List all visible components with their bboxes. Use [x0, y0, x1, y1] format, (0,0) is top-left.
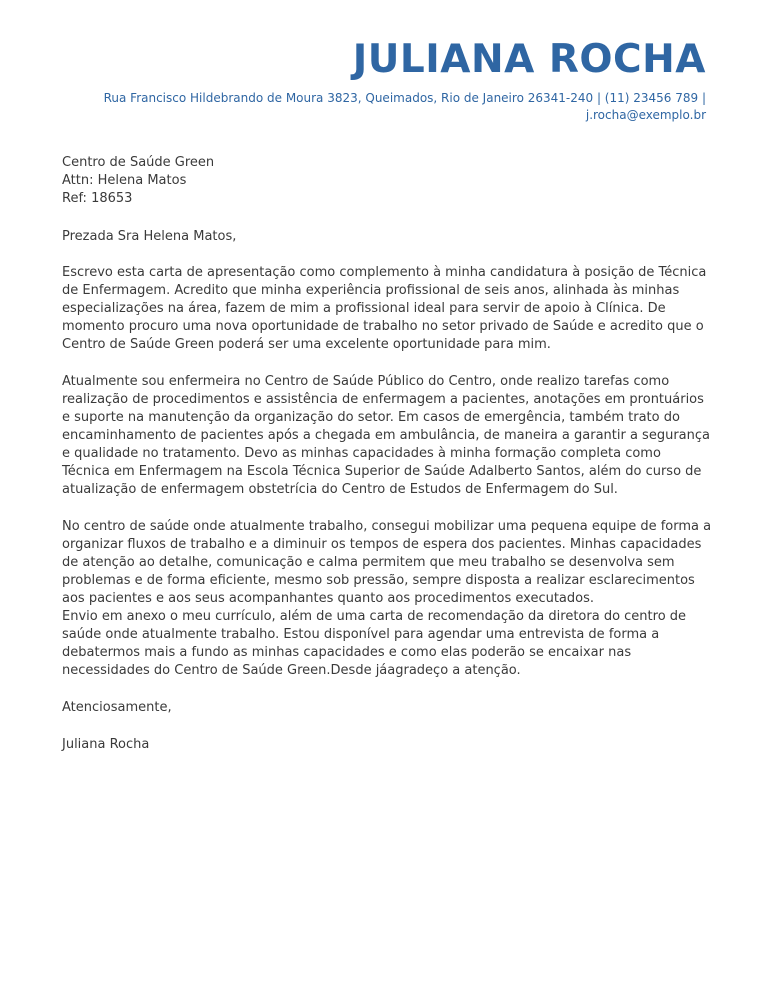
contact-email: j.rocha@exemplo.br — [585, 108, 706, 122]
letter-header — [104, 36, 706, 124]
recipient-attn: Attn: Helena Matos — [62, 173, 187, 188]
contact-address-phone: Rua Francisco Hildebrando de Moura 3823, Queimados, Rio de Janeiro 26341-240 | (11) 23456 789 | — [103, 91, 706, 105]
closing-phrase: Atenciosamente, — [62, 700, 172, 715]
paragraph-closing: Envio em anexo o meu currículo, além de uma carta de recomendação da diretora do centro de saúde onde atualmente trabalho. Estou disponível para agendar uma entrevista de forma a debatermos mais a fundo as minhas capacidades e como elas poderão se encaixar nas necessidades do Centro de Saúde Green.Desde jáagradeço a atenção. — [62, 609, 687, 678]
recipient-ref: Ref: 18653 — [62, 191, 133, 206]
recipient-block — [62, 154, 712, 208]
recipient-company: Centro de Saúde Green — [62, 155, 215, 170]
salutation: Prezada Sra Helena Matos, — [62, 229, 237, 244]
signature-name: Juliana Rocha — [62, 737, 150, 752]
applicant-name: JULIANA ROCHA — [352, 37, 706, 82]
paragraph-skills: No centro de saúde onde atualmente trabalho, consegui mobilizar uma pequena equipe de forma a organizar fluxos de trabalho e a diminuir os tempos de espera dos pacientes. Minhas capacidades de atenção ao detalhe, comunicação e calma permitem que meu trabalho se desenvolva sem problemas e de forma eficiente, mesmo sob pressão, sempre disposta a realizar esclarecimentos aos pacientes e aos seus acompanhantes quanto aos procedimentos executados. — [62, 519, 712, 606]
paragraph-intro: Escrevo esta carta de apresentação como complemento à minha candidatura à posição de Técnica de Enfermagem. Acredito que minha experiência profissional de seis anos, alinhada às minhas especializações na área, fazem de mim a profissional ideal para servir de apoio à Clínica. De momento procuro uma nova oportunidade de trabalho no setor privado de Saúde e acredito que o Centro de Saúde Green poderá ser uma excelente oportunidade para mim. — [62, 265, 707, 352]
paragraph-experience: Atualmente sou enfermeira no Centro de Saúde Público do Centro, onde realizo tarefas como realização de procedimentos e assistência de enfermagem a pacientes, anotações em prontuários e suporte na manutenção da organização do setor. Em casos de emergência, também trato do encaminhamento de pacientes após a chegada em ambulância, de maneira a garantir a segurança e qualidade no tratamento. Devo as minhas capacidades à minha formação completa como Técnica em Enfermagem na Escola Técnica Superior de Saúde Adalberto Santos, além do curso de atualização de enfermagem obstetrícia do Centro de Estudos de Enfermagem do Sul. — [62, 374, 710, 497]
contact-info — [104, 90, 706, 124]
letter-body — [62, 154, 712, 754]
